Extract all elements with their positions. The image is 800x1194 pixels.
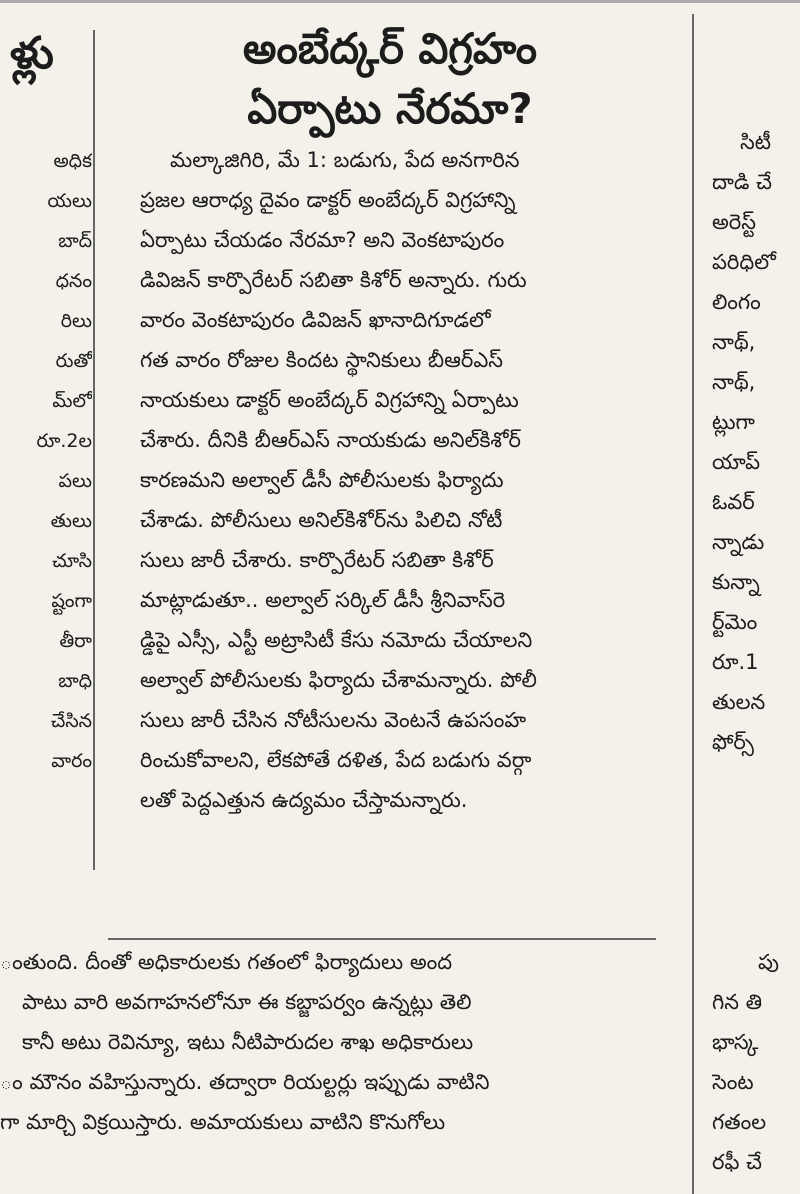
- left-column-line: తీరా: [59, 630, 92, 652]
- right-column-lower-line: పు: [758, 950, 779, 974]
- article-line: రించుకోవాలని, లేకపోతే దళిత, పేద బడుగు వర్గా: [140, 748, 532, 772]
- left-column-line: చేసిన: [50, 710, 92, 732]
- left-column-line: ధనం: [55, 270, 92, 292]
- left-column-line: అధిక: [53, 150, 92, 172]
- left-column-line: బాధి: [58, 670, 92, 692]
- right-column-line: రూ.1: [712, 650, 759, 674]
- right-column-line: ఓవర్‌: [712, 490, 755, 514]
- article-line: చేశాడు. పోలీసులు అనిల్‌కిశోర్‌ను పిలిచి నోటీ: [140, 508, 503, 532]
- article-line: సులు జారీ చేశారు. కార్పొరేటర్‌ సబితా కిశోర్‌: [140, 548, 494, 572]
- article-line: లతో పెద్దఎత్తున ఉద్యమం చేస్తామన్నారు.: [140, 788, 468, 812]
- left-column-line: యలు: [47, 190, 92, 212]
- right-column-line: నాథ్‌,: [712, 370, 756, 394]
- right-column-line: దాడి చే: [712, 170, 773, 194]
- right-column-line: యాప్‌: [712, 450, 761, 474]
- article-line: మాట్లాడుతూ.. అల్వాల్‌ సర్కిల్‌ డీసీ శ్రీనివాస్‌రె: [140, 588, 506, 612]
- left-column-line: రూ.2ల: [36, 430, 92, 452]
- right-column-lower-line: గిన తి: [712, 990, 763, 1014]
- article-line: డివిజన్‌ కార్పొరేటర్‌ సబితా కిశోర్‌ అన్నారు. గురు: [140, 268, 527, 292]
- article-line: కారణమని అల్వాల్‌ డీసీ పోలీసులకు ఫిర్యాదు: [140, 468, 504, 492]
- center-article-divider: [108, 938, 656, 940]
- left-column-line: తులు: [50, 510, 92, 532]
- right-column-divider: [692, 14, 694, 1194]
- article-line: సులు జారీ చేసిన నోటీసులను వెంటనే ఉపసంహ: [140, 708, 527, 732]
- left-column-line: రిలు: [60, 310, 92, 332]
- right-column-line: తులన: [712, 690, 766, 714]
- bottom-article-line: గా మార్చి విక్రయిస్తారు. అమాయకులు వాటిని కొనుగోలు: [0, 1110, 446, 1134]
- right-column-line: సిటీ: [740, 130, 771, 154]
- right-column-lower-line: రఫీ చే: [712, 1150, 763, 1174]
- article-line: డ్డిపై ఎస్సీ, ఎస్టీ అట్రాసిటీ కేసు నమోదు చేయాలని: [140, 628, 533, 652]
- right-column-line: కున్నా: [712, 570, 760, 594]
- top-border: [0, 0, 800, 3]
- right-column-line: ట్లుగా: [712, 410, 755, 434]
- article-line: మల్కాజిగిరి, మే 1: బడుగు, పేద అనగారిన: [170, 148, 520, 172]
- article-line: అల్వాల్‌ పోలీసులకు ఫిర్యాదు చేశామన్నారు. పోలీ: [140, 668, 537, 692]
- bottom-article-line: ం మౌనం వహిస్తున్నారు. తద్వారా రియల్టర్లు ఇప్పుడు వాటిని: [0, 1070, 490, 1094]
- article-line: చేశారు. దీనికి బీఆర్‌ఎస్‌ నాయకుడు అనిల్‌కిశోర్‌: [140, 428, 521, 452]
- right-column-lower-line: గతంల: [712, 1110, 767, 1134]
- left-column-line: మ్‌లో: [52, 390, 92, 412]
- article-line: గత వారం రోజుల కిందట స్థానికులు బీఆర్‌ఎస్‌: [140, 348, 503, 372]
- article-line: ప్రజల ఆరాధ్య దైవం డాక్టర్‌ అంబేద్కర్‌ విగ్రహాన్ని: [140, 188, 516, 212]
- right-column-line: లింగం: [712, 290, 761, 314]
- right-column-line: ర్ట్‌మెం: [712, 610, 758, 634]
- right-column-lower-line: సెంట: [712, 1070, 754, 1094]
- right-column-line: అరెస్ట్‌: [712, 210, 756, 234]
- left-column-line: పలు: [58, 470, 92, 492]
- left-column-line: బాద్: [58, 230, 92, 252]
- left-column-line: వారం: [51, 750, 92, 772]
- article-line: వారం వెంకటాపురం డివిజన్‌ ఖానాదిగూడలో: [140, 308, 491, 332]
- left-column-line: ష్టంగా: [51, 590, 92, 612]
- right-column-line: నాథ్‌,: [712, 330, 756, 354]
- bottom-article-line: ంతుంది. దీంతో అధికారులకు గతంలో ఫిర్యాదులు అంద: [0, 950, 453, 974]
- right-column-lower-line: భాస్క: [712, 1030, 759, 1054]
- left-column-line: చూసి: [52, 550, 92, 572]
- left-column-line: రుతో: [55, 350, 92, 372]
- right-column-line: న్నాడు: [712, 530, 765, 554]
- headline-line-1: అంబేద్కర్‌ విగ్రహం: [242, 24, 538, 73]
- left-column-heading: ళ్లు: [10, 28, 54, 79]
- right-column-line: ఫోర్స్‌: [712, 730, 754, 754]
- bottom-article-line: పాటు వారి అవగాహనలోనూ ఈ కబ్జాపర్వం ఉన్నట్లు తెలి: [22, 990, 472, 1014]
- left-column-divider: [93, 30, 95, 870]
- article-line: ఏర్పాటు చేయడం నేరమా? అని వెంకటాపురం: [140, 228, 505, 252]
- right-column-line: పరిధిలో: [712, 250, 776, 274]
- bottom-article-line: కానీ అటు రెవిన్యూ, ఇటు నీటిపారుదల శాఖ అధికారులు: [22, 1030, 474, 1054]
- article-line: నాయకులు డాక్టర్‌ అంబేద్కర్‌ విగ్రహాన్ని ఏర్పాటు: [140, 388, 519, 412]
- headline-line-2: ఏర్పాటు నేరమా?: [247, 84, 533, 133]
